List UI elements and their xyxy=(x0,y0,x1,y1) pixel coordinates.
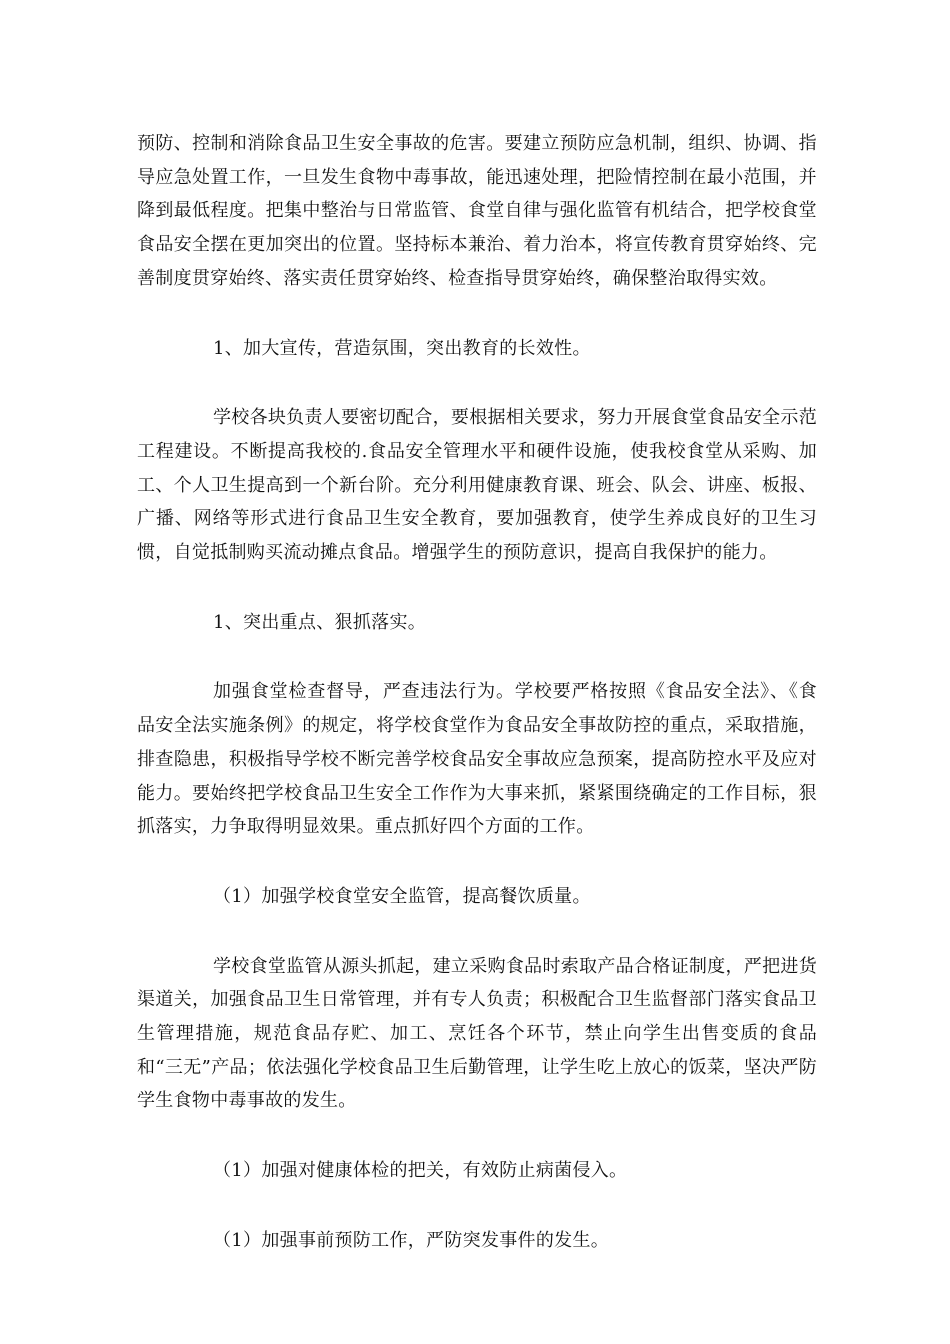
paragraph-publicity: 学校各块负责人要密切配合，要根据相关要求，努力开展食堂食品安全示范工程建设。不断提高我校的.食品安全管理水平和硬件设施，使我校食堂从采购、加工、个人卫生提高到一个新台阶。充分利用健康教育课、班会、队会、讲座、板报、广播、网络等形式进行食品卫生安全教育，要加强教育，使学生养成良好的卫生习惯，自觉抵制购买流动摊点食品。增强学生的预防意识，提高自我保护的能力。 xyxy=(137,407,817,564)
paragraph-key-points: 加强食堂检查督导，严查违法行为。学校要严格按照《食品安全法》、《食品安全法实施条例》的规定，将学校食堂作为食品安全事故防控的重点，采取措施，排查隐患，积极指导学校不断完善学校食品安全事故应急预案，提高防控水平及应对能力。要始终把学校食品卫生安全工作作为大事来抓，紧紧围绕确定的工作目标，狠抓落实，力争取得明显效果。重点抓好四个方面的工作。 xyxy=(137,681,817,838)
section-heading-publicity: 1、加大宣传，营造氛围，突出教育的长效性。 xyxy=(213,337,591,359)
subheading-prevention: （1）加强事前预防工作，严防突发事件的发生。 xyxy=(213,1229,610,1251)
section-heading-key-points: 1、突出重点、狠抓落实。 xyxy=(213,611,427,633)
paragraph-continuation: 预防、控制和消除食品卫生安全事故的危害。要建立预防应急机制，组织、协调、指导应急处置工作，一旦发生食物中毒事故，能迅速处理，把险情控制在最小范围，并降到最低程度。把集中整治与日常监管、食堂自律与强化监管有机结合，把学校食堂食品安全摆在更加突出的位置。坚持标本兼治、着力治本，将宣传教育贯穿始终、完善制度贯穿始终、落实责任贯穿始终、检查指导贯穿始终，确保整治取得实效。 xyxy=(137,133,817,289)
subheading-health-check: （1）加强对健康体检的把关，有效防止病菌侵入。 xyxy=(213,1160,628,1182)
paragraph-canteen-supervision: 学校食堂监管从源头抓起，建立采购食品时索取产品合格证制度，严把进货渠道关，加强食品卫生日常管理，并有专人负责；积极配合卫生监督部门落实食品卫生管理措施，规范食品存贮、加工、烹饪各个环节，禁止向学生出售变质的食品和“三无”产品；依法强化学校食品卫生后勤管理，让学生吃上放心的饭菜，坚决严防学生食物中毒事故的发生。 xyxy=(137,955,817,1112)
subheading-canteen-supervision: （1）加强学校食堂安全监管，提高餐饮质量。 xyxy=(213,885,591,907)
document-body xyxy=(137,127,817,1294)
